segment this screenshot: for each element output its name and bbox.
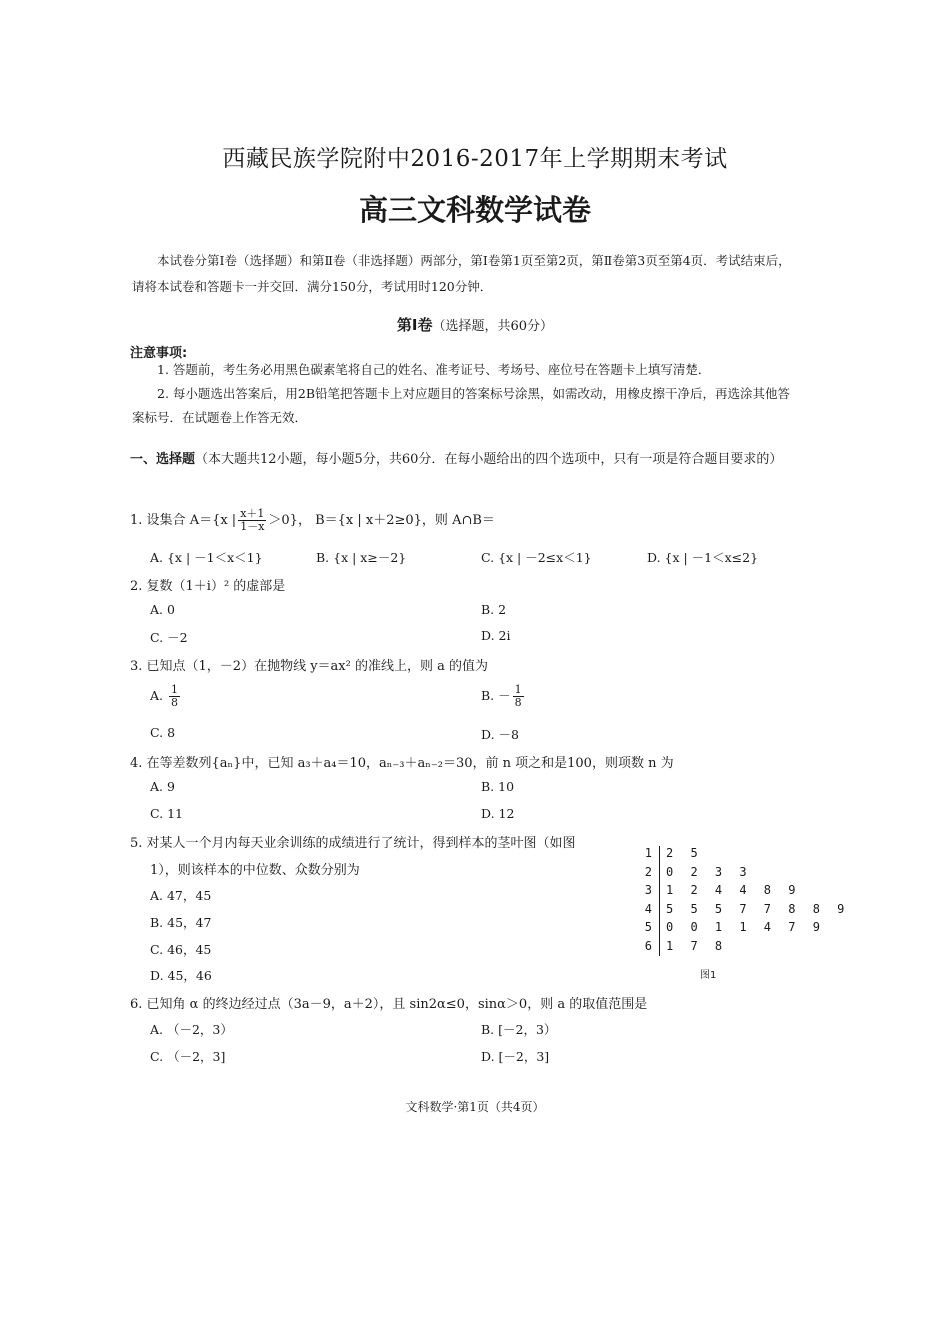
q1-lead: 1. 设集合 xyxy=(130,513,186,528)
section-label: 一、选择题 xyxy=(130,452,196,467)
leaf-values: 1 7 8 xyxy=(666,938,728,953)
q2-option-b: B. 2 xyxy=(481,602,507,617)
stem-leaf-row xyxy=(636,918,849,937)
stem-leaf-row xyxy=(636,900,849,919)
leaf-values: 0 0 1 1 4 7 9 xyxy=(666,920,825,934)
question-5-stem-line-1: 5. 对某人一个月内每天业余训练的成绩进行了统计，得到样本的茎叶图（如图 xyxy=(130,836,576,851)
q4-option-d: D. 12 xyxy=(481,806,515,821)
q6-option-d: D. [－2，3] xyxy=(481,1049,550,1064)
stem-value: 3 xyxy=(644,883,652,897)
q3-b-numerator: 1 xyxy=(514,683,522,696)
stem-leaf-row xyxy=(636,863,849,882)
volume-label: 第Ⅰ卷 xyxy=(396,316,433,334)
volume-heading xyxy=(0,314,950,335)
stem-value: 2 xyxy=(644,864,652,879)
q2-option-c: C. －2 xyxy=(150,630,188,645)
q3-option-a-fraction xyxy=(169,684,180,709)
exam-intro: 本试卷分第Ⅰ卷（选择题）和第Ⅱ卷（非选择题）两部分，第Ⅰ卷第1页至第2页，第Ⅱ卷第3页至第4页．考试结束后，请将本试卷和答题卡一并交回．满分150分，考试用时120分钟． xyxy=(132,253,791,294)
question-5-stem-line-2: 1），则该样本的中位数、众数分别为 xyxy=(150,863,360,878)
question-6-stem: 6. 已知角 α 的终边经过点（3a－9，a＋2），且 sin2α≤0，sinα＞0，则 a 的取值范围是 xyxy=(130,997,648,1012)
q3-option-a xyxy=(150,684,182,709)
q1-frac-denominator: 1－x xyxy=(240,520,265,533)
q6-option-c: C. （－2，3] xyxy=(150,1049,226,1064)
stem-value: 5 xyxy=(644,920,652,934)
exam-title: 高三文科数学试卷 xyxy=(358,193,591,227)
q4-option-b: B. 10 xyxy=(481,779,515,794)
q3-a-denominator: 8 xyxy=(171,696,178,709)
q4-option-c: C. 11 xyxy=(150,806,183,821)
q4-option-a: A. 9 xyxy=(150,779,175,794)
notes-heading: 注意事项: xyxy=(130,346,188,361)
q1-option-b: B. {x | x≥－2} xyxy=(316,550,407,565)
q2-option-a: A. 0 xyxy=(150,602,175,617)
page-footer: 文科数学·第1页（共4页） xyxy=(405,1100,545,1114)
stem-leaf-divider xyxy=(659,846,660,956)
q3-b-denominator: 8 xyxy=(514,696,522,709)
note-item-1: 1. 答题前，考生务必用黑色碳素笔将自己的姓名、准考证号、考场号、座位号在答题卡上填写清楚． xyxy=(157,362,711,377)
q3-option-c: C. 8 xyxy=(150,725,176,740)
q3-a-numerator: 1 xyxy=(171,683,178,696)
leaf-values: 0 2 3 3 xyxy=(666,864,752,879)
q1-option-d: D. {x | －1＜x≤2} xyxy=(647,550,759,565)
volume-note: （选择题，共60分） xyxy=(432,319,554,334)
q6-option-a: A. （－2，3） xyxy=(150,1022,233,1037)
leaf-values: 2 5 xyxy=(666,846,703,860)
stem-value: 6 xyxy=(644,938,652,953)
q1-set-b: B＝{x | x＋2≥0}，则 A∩B＝ xyxy=(315,513,495,528)
q2-option-d: D. 2i xyxy=(481,628,511,643)
question-3-stem: 3. 已知点（1，－2）在抛物线 y＝ax² 的准线上，则 a 的值为 xyxy=(130,659,488,674)
q1-option-a: A. {x | －1＜x＜1} xyxy=(150,550,263,565)
question-1-stem xyxy=(130,508,495,533)
note-item-2: 2. 每小题选出答案后，用2B铅笔把答题卡上对应题目的答案标号涂黑，如需改动，用橡皮擦干净后，再选涂其他答案标号．在试题卷上作答无效． xyxy=(132,386,791,425)
school-exam-line: 西藏民族学院附中2016-2017年上学期期末考试 xyxy=(222,146,728,172)
stem-value: 4 xyxy=(644,901,652,916)
section-heading xyxy=(130,446,798,474)
q5-option-d: D. 45，46 xyxy=(150,968,212,983)
q6-option-b: B. [－2，3） xyxy=(481,1022,557,1037)
question-2-stem: 2. 复数（1＋i）² 的虚部是 xyxy=(130,579,286,594)
leaf-values: 1 2 4 4 8 9 xyxy=(666,883,801,897)
q3-option-b-label: B. － xyxy=(481,688,511,703)
q3-option-d: D. －8 xyxy=(481,727,519,742)
question-4-stem: 4. 在等差数列{aₙ}中，已知 a₃＋a₄＝10，aₙ₋₃＋aₙ₋₂＝30，前 n 项之和是100，则项数 n 为 xyxy=(130,756,674,771)
figure-caption: 图1 xyxy=(700,970,717,981)
q5-option-c: C. 46，45 xyxy=(150,942,212,957)
stem-value: 1 xyxy=(644,846,652,860)
q1-fraction xyxy=(238,508,266,533)
q5-option-b: B. 45，47 xyxy=(150,915,212,930)
q3-option-b xyxy=(481,684,526,709)
q1-option-c: C. {x | －2≤x＜1} xyxy=(481,550,592,565)
stem-leaf-row xyxy=(636,881,849,900)
q5-option-a: A. 47，45 xyxy=(150,888,212,903)
stem-leaf-plot xyxy=(636,844,849,955)
stem-leaf-row xyxy=(636,937,849,956)
stem-leaf-row xyxy=(636,844,849,863)
q3-option-a-label: A. xyxy=(150,688,164,703)
q1-set-a-tail: ＞0}， xyxy=(268,513,311,528)
q1-set-a-lead: A＝{x | xyxy=(189,513,237,528)
q1-frac-numerator: x＋1 xyxy=(240,507,265,520)
q3-option-b-fraction xyxy=(513,684,524,709)
section-instructions: （本大题共12小题，每小题5分，共60分．在每小题给出的四个选项中，只有一项是符合题目要求的） xyxy=(195,452,783,467)
leaf-values: 5 5 5 7 7 8 8 9 xyxy=(666,901,850,916)
